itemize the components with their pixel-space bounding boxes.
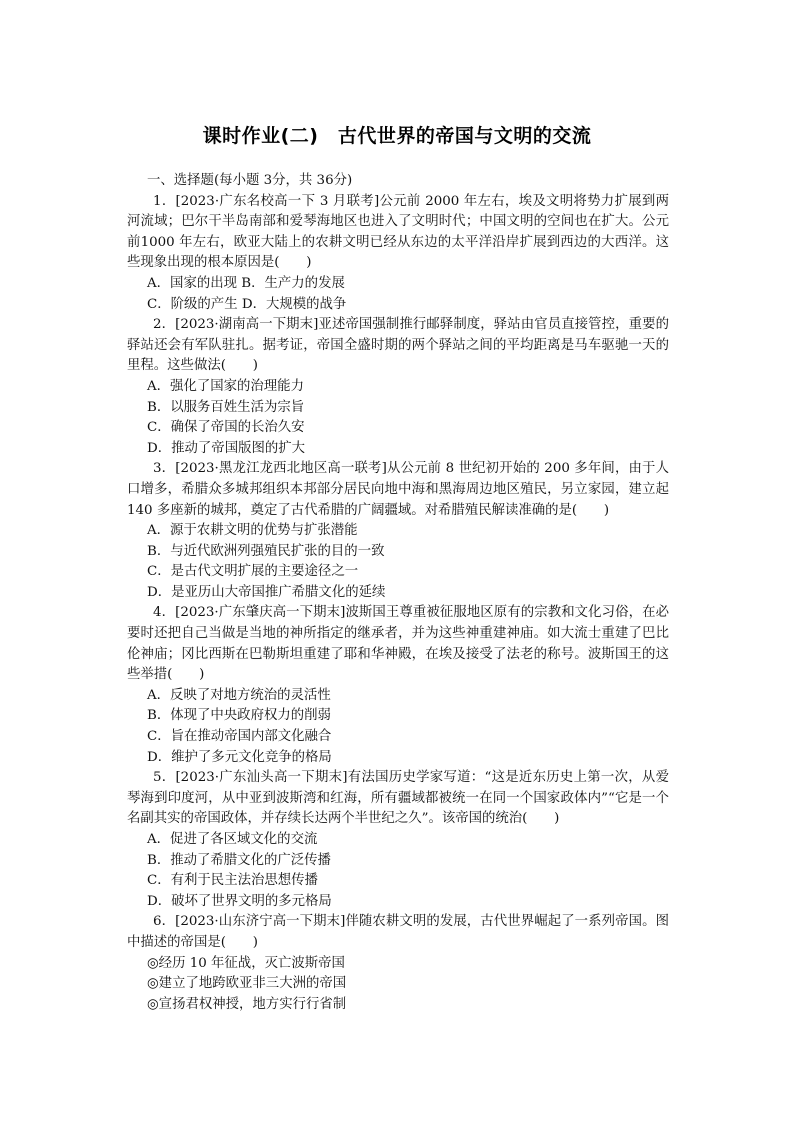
question-3-option-c: C．是古代文明扩展的主要途径之一 xyxy=(147,564,359,580)
question-4-option-b: B．体现了中央政府权力的削弱 xyxy=(147,708,331,724)
question-6-stem: 6．[2023·山东济宁高一下期末]伴随农耕文明的发展，古代世界崛起了一系列帝国。图中描述的帝国是( ) xyxy=(127,914,669,950)
question-2-option-a: A．强化了国家的治理能力 xyxy=(147,378,304,394)
question-4-option-a: A．反映了对地方统治的灵活性 xyxy=(147,687,331,703)
question-1-option-ab: A．国家的出现 B．生产力的发展 xyxy=(147,275,345,291)
question-2-option-b: B．以服务百姓生活为宗旨 xyxy=(147,399,305,415)
question-list xyxy=(127,171,669,1015)
question-5-option-d: D．破坏了世界文明的多元格局 xyxy=(147,893,332,909)
question-4-option-c: C．旨在推动帝国内部文化融合 xyxy=(147,729,332,745)
question-2-option-c: C．确保了帝国的长治久安 xyxy=(147,420,305,436)
question-4-stem: 4．[2023·广东肇庆高一下期末]波斯国王尊重被征服地区原有的宗教和文化习俗，在必要时还把自己当做是当地的神所指定的继承者，并为这些神重建神庙。如大流士重建了巴比伦神庙；冈比西斯在巴勒斯坦重建了耶和华神殿，在埃及接受了法老的称号。波斯国王的这些举措( ) xyxy=(127,605,669,683)
question-3-stem: 3．[2023·黑龙江龙西北地区高一联考]从公元前 8 世纪初开始的 200 多年间，由于人口增多，希腊众多城邦组织本邦部分居民向地中海和黑海周边地区殖民，另立家园，建立起140 多座新的城邦，奠定了古代希腊的广阔疆域。对希腊殖民解读准确的是( ) xyxy=(127,461,669,518)
question-6-clue-2: ◎建立了地跨欧亚非三大洲的帝国 xyxy=(147,976,347,992)
question-5-stem: 5．[2023·广东汕头高一下期末]有法国历史学家写道：“这是近东历史上第一次，从爱琴海到印度河，从中亚到波斯湾和红海，所有疆域都被统一在同一个国家政体内”“它是一个名副其实的帝国政体，并存续长达两个半世纪之久”。该帝国的统治( ) xyxy=(127,770,669,827)
question-5-option-b: B．推动了希腊文化的广泛传播 xyxy=(147,852,331,868)
section-heading: 一、选择题(每小题 3分，共 36分) xyxy=(147,173,353,188)
question-5-option-c: C．有利于民主法治思想传播 xyxy=(147,873,318,889)
question-3-option-b: B．与近代欧洲列强殖民扩张的目的一致 xyxy=(147,543,385,559)
question-1-stem: 1．[2023·广东名校高一下 3 月联考]公元前 2000 年左右，埃及文明将势力扩展到两河流域；巴尔干半岛南部和爱琴海地区也进入了文明时代；中国文明的空间也在扩大。公元前1000 年左右，欧亚大陆上的农耕文明已经从东边的太平洋沿岸扩展到西边的大西洋。这些现象出现的根本原因是( ) xyxy=(127,193,669,271)
question-6-clue-1: ◎经历 10 年征战，灭亡波斯帝国 xyxy=(147,955,345,971)
question-4-option-d: D．维护了多元文化竞争的格局 xyxy=(147,749,332,765)
question-6-clue-3: ◎宣扬君权神授，地方实行行省制 xyxy=(147,996,347,1012)
question-2-stem: 2．[2023·湖南高一下期末]亚述帝国强制推行邮驿制度，驿站由官员直接管控，重要的驿站还会有军队驻扎。据考证，帝国全盛时期的两个驿站之间的平均距离是马车驱驰一天的里程。这些做法( ) xyxy=(127,317,669,374)
question-1-option-cd: C．阶级的产生 D．大规模的战争 xyxy=(147,296,347,312)
question-2-option-d: D．推动了帝国版图的扩大 xyxy=(147,440,306,456)
page-title: 课时作业(二) 古代世界的帝国与文明的交流 xyxy=(202,125,592,147)
question-5-option-a: A．促进了各区域文化的交流 xyxy=(147,832,318,847)
question-3-option-a: A．源于农耕文明的优势与扩张潜能 xyxy=(147,523,358,539)
question-3-option-d: D．是亚历山大帝国推广希腊文化的延续 xyxy=(147,584,386,600)
